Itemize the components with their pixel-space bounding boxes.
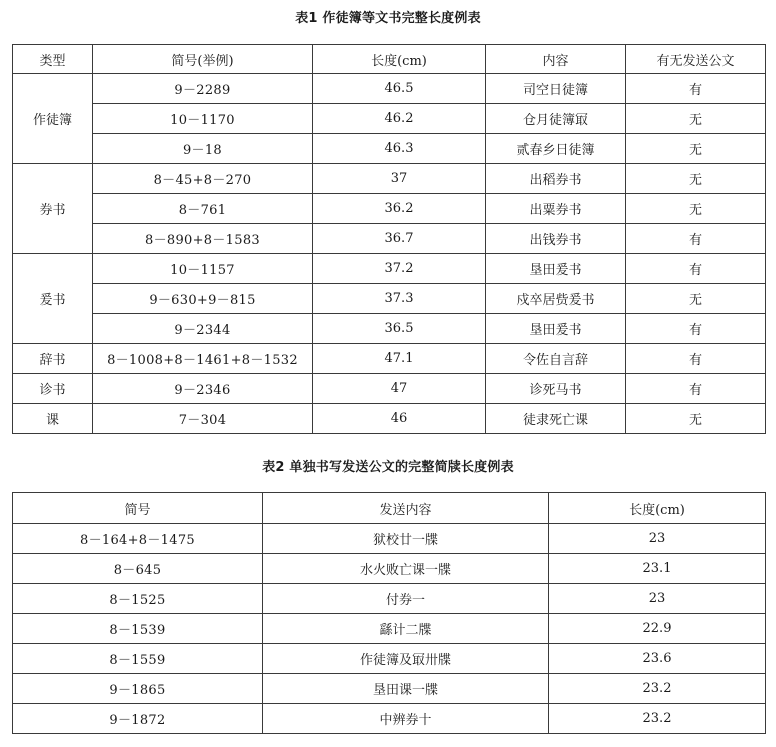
slip-id-cell: 8－761 [93, 194, 313, 224]
column-header: 类型 [13, 45, 93, 74]
table-row [13, 134, 766, 164]
table2-header-row [13, 493, 766, 524]
slip-id-cell: 7－304 [93, 404, 313, 434]
slip-id-cell: 9－2344 [93, 314, 313, 344]
table-row [13, 284, 766, 314]
sent-content-cell: 狱校廿一牒 [263, 524, 549, 554]
length-cell: 47.1 [313, 344, 486, 374]
length-cell: 36.5 [313, 314, 486, 344]
type-cell: 课 [13, 404, 93, 434]
column-header: 发送内容 [263, 493, 549, 524]
type-cell: 诊书 [13, 374, 93, 404]
sent-content-cell: 垦田课一牒 [263, 674, 549, 704]
table-row [13, 74, 766, 104]
slip-id-cell: 8－164+8－1475 [13, 524, 263, 554]
content-cell: 诊死马书 [486, 374, 626, 404]
table-row [13, 584, 766, 614]
table-row [13, 404, 766, 434]
table-row [13, 614, 766, 644]
slip-id-cell: 8－1559 [13, 644, 263, 674]
length-cell: 22.9 [549, 614, 766, 644]
sent-cell: 无 [626, 194, 766, 224]
sent-cell: 无 [626, 164, 766, 194]
length-cell: 23.1 [549, 554, 766, 584]
length-cell: 46 [313, 404, 486, 434]
content-cell: 出钱券书 [486, 224, 626, 254]
sent-cell: 有 [626, 314, 766, 344]
slip-id-cell: 8－1008+8－1461+8－1532 [93, 344, 313, 374]
table1 [12, 44, 766, 434]
content-cell: 仓月徒簿冣 [486, 104, 626, 134]
table-row [13, 254, 766, 284]
table1-header-row [13, 45, 766, 74]
content-cell: 令佐自言辞 [486, 344, 626, 374]
content-cell: 徒隶死亡课 [486, 404, 626, 434]
sent-cell: 有 [626, 344, 766, 374]
table2 [12, 492, 766, 734]
content-cell: 垦田爰书 [486, 314, 626, 344]
slip-id-cell: 9－2346 [93, 374, 313, 404]
length-cell: 23.6 [549, 644, 766, 674]
length-cell: 37.2 [313, 254, 486, 284]
sent-content-cell: 水火败亡课一牒 [263, 554, 549, 584]
slip-id-cell: 8－45+8－270 [93, 164, 313, 194]
slip-id-cell: 9－2289 [93, 74, 313, 104]
table-row [13, 704, 766, 734]
sent-cell: 无 [626, 404, 766, 434]
type-cell: 券书 [13, 164, 93, 254]
length-cell: 36.2 [313, 194, 486, 224]
column-header: 长度(cm) [549, 493, 766, 524]
length-cell: 46.5 [313, 74, 486, 104]
column-header: 长度(cm) [313, 45, 486, 74]
table-row [13, 374, 766, 404]
sent-content-cell: 作徒簿及冣卅牒 [263, 644, 549, 674]
length-cell: 23 [549, 584, 766, 614]
table-row [13, 644, 766, 674]
table-row [13, 164, 766, 194]
table-row [13, 344, 766, 374]
slip-id-cell: 10－1170 [93, 104, 313, 134]
column-header: 简号(举例) [93, 45, 313, 74]
length-cell: 37.3 [313, 284, 486, 314]
sent-cell: 无 [626, 134, 766, 164]
length-cell: 36.7 [313, 224, 486, 254]
length-cell: 47 [313, 374, 486, 404]
column-header: 有无发送公文 [626, 45, 766, 74]
length-cell: 23.2 [549, 674, 766, 704]
sent-cell: 无 [626, 284, 766, 314]
table-row [13, 314, 766, 344]
slip-id-cell: 8－1525 [13, 584, 263, 614]
table2-caption: 表2 单独书写发送公文的完整简牍长度例表 [262, 460, 514, 475]
slip-id-cell: 9－630+9－815 [93, 284, 313, 314]
content-cell: 戍卒居赀爰书 [486, 284, 626, 314]
table-row [13, 674, 766, 704]
table-row [13, 104, 766, 134]
slip-id-cell: 9－1865 [13, 674, 263, 704]
sent-content-cell: 中辨券十 [263, 704, 549, 734]
sent-cell: 有 [626, 254, 766, 284]
slip-id-cell: 8－890+8－1583 [93, 224, 313, 254]
length-cell: 23 [549, 524, 766, 554]
table-row [13, 194, 766, 224]
sent-cell: 有 [626, 74, 766, 104]
table-row [13, 224, 766, 254]
sent-content-cell: 繇计二牒 [263, 614, 549, 644]
length-cell: 23.2 [549, 704, 766, 734]
length-cell: 37 [313, 164, 486, 194]
type-cell: 辞书 [13, 344, 93, 374]
content-cell: 垦田爰书 [486, 254, 626, 284]
length-cell: 46.3 [313, 134, 486, 164]
slip-id-cell: 8－645 [13, 554, 263, 584]
sent-cell: 有 [626, 374, 766, 404]
content-cell: 贰春乡日徒簿 [486, 134, 626, 164]
column-header: 简号 [13, 493, 263, 524]
slip-id-cell: 8－1539 [13, 614, 263, 644]
slip-id-cell: 10－1157 [93, 254, 313, 284]
sent-cell: 有 [626, 224, 766, 254]
type-cell: 作徒簿 [13, 74, 93, 164]
column-header: 内容 [486, 45, 626, 74]
slip-id-cell: 9－1872 [13, 704, 263, 734]
table1-caption: 表1 作徒簿等文书完整长度例表 [295, 11, 481, 26]
sent-content-cell: 付券一 [263, 584, 549, 614]
sent-cell: 无 [626, 104, 766, 134]
length-cell: 46.2 [313, 104, 486, 134]
content-cell: 司空日徒簿 [486, 74, 626, 104]
table-row [13, 524, 766, 554]
table-row [13, 554, 766, 584]
slip-id-cell: 9－18 [93, 134, 313, 164]
content-cell: 出粟券书 [486, 194, 626, 224]
content-cell: 出稻券书 [486, 164, 626, 194]
type-cell: 爰书 [13, 254, 93, 344]
